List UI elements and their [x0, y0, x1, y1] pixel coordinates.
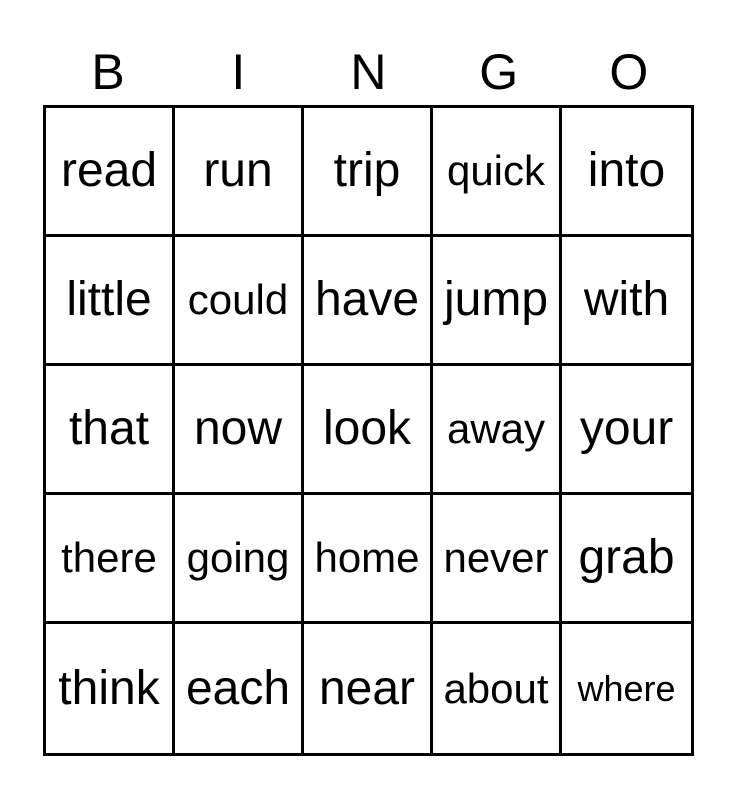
header-letter-b: B	[91, 44, 125, 100]
bingo-cell-r4-c1[interactable]: there	[46, 495, 175, 624]
header-letter-n: N	[350, 44, 387, 100]
bingo-board	[43, 105, 694, 756]
bingo-cell-r1-c2[interactable]: run	[175, 108, 304, 237]
header-letter-i: I	[231, 44, 246, 100]
bingo-cell-r2-c2[interactable]: could	[175, 237, 304, 366]
bingo-cell-r3-c3[interactable]: look	[304, 366, 433, 495]
bingo-cell-r4-c4[interactable]: never	[433, 495, 562, 624]
bingo-cell-r3-c2[interactable]: now	[175, 366, 304, 495]
bingo-cell-r5-c3[interactable]: near	[304, 624, 433, 753]
bingo-cell-r3-c4[interactable]: away	[433, 366, 562, 495]
bingo-cell-r2-c1[interactable]: little	[46, 237, 175, 366]
bingo-cell-r1-c4[interactable]: quick	[433, 108, 562, 237]
bingo-cell-r5-c1[interactable]: think	[46, 624, 175, 753]
bingo-cell-r4-c2[interactable]: going	[175, 495, 304, 624]
bingo-cell-r2-c3[interactable]: have	[304, 237, 433, 366]
bingo-cell-r3-c1[interactable]: that	[46, 366, 175, 495]
bingo-cell-r2-c4[interactable]: jump	[433, 237, 562, 366]
bingo-cell-r1-c3[interactable]: trip	[304, 108, 433, 237]
bingo-cell-r3-c5[interactable]: your	[562, 366, 691, 495]
bingo-cell-r2-c5[interactable]: with	[562, 237, 691, 366]
bingo-cell-r1-c5[interactable]: into	[562, 108, 691, 237]
bingo-cell-r5-c5[interactable]: where	[577, 667, 676, 709]
header-letter-o: O	[609, 44, 649, 100]
bingo-cell-r1-c1[interactable]: read	[46, 108, 175, 237]
bingo-cell-r4-c3[interactable]: home	[304, 495, 433, 624]
bingo-header	[43, 40, 694, 104]
header-letter-g: G	[479, 44, 519, 100]
bingo-cell-r4-c5[interactable]: grab	[562, 495, 691, 624]
bingo-cell-r5-c4[interactable]: about	[433, 624, 562, 753]
bingo-cell-r5-c2[interactable]: each	[175, 624, 304, 753]
